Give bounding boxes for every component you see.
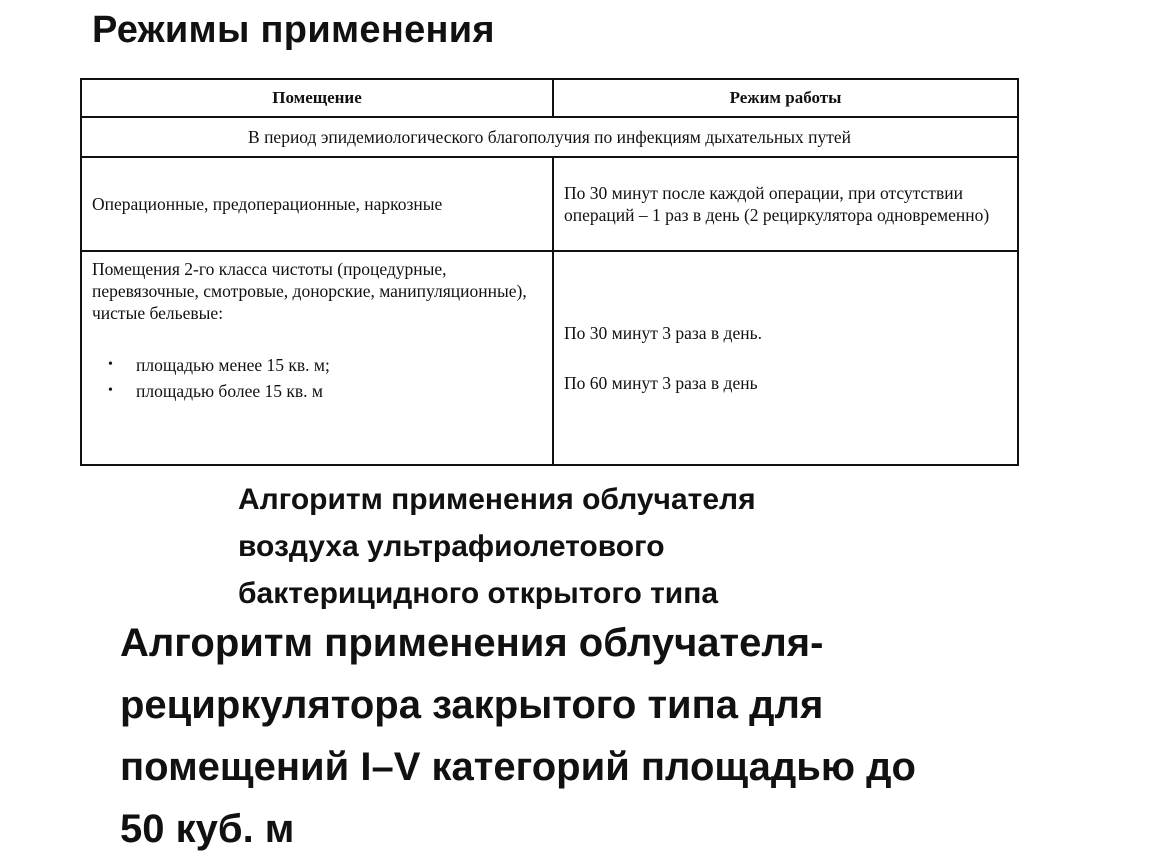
- table-row-period: [81, 117, 1018, 157]
- room-cell: [81, 251, 553, 465]
- column-header-mode: Режим работы: [553, 79, 1018, 117]
- heading-line: бактерицидного открытого типа: [238, 577, 719, 610]
- heading-line: 50 куб. м: [120, 807, 295, 851]
- page-title: Режимы применения: [92, 9, 495, 51]
- algorithm-open-heading: [238, 476, 756, 617]
- mode-cell: По 30 минут после каждой операции, при отсутствии операций – 1 раз в день (2 рециркулятора одновременно): [553, 157, 1018, 251]
- mode-line: По 60 минут 3 раза в день: [564, 373, 758, 393]
- mode-line: По 30 минут 3 раза в день.: [564, 323, 762, 343]
- period-cell: В период эпидемиологического благополучия по инфекциям дыхательных путей: [81, 117, 1018, 157]
- algorithm-closed-heading: [120, 612, 916, 860]
- heading-line: рециркулятора закрытого типа для: [120, 683, 824, 727]
- bullet-icon: •: [108, 357, 113, 372]
- list-item: [108, 352, 542, 378]
- room-description: Помещения 2-го класса чистоты (процедурные, перевязочные, смотровые, донорские, манипуляционные), чистые бельевые:: [92, 259, 527, 323]
- bullet-icon: •: [108, 383, 113, 398]
- mode-cell: [553, 251, 1018, 465]
- heading-line: помещений I–V категорий площадью до: [120, 745, 916, 789]
- heading-line: Алгоритм применения облучателя: [238, 483, 756, 516]
- table-header-row: [81, 79, 1018, 117]
- regimes-table: [80, 78, 1019, 466]
- column-header-room: Помещение: [81, 79, 553, 117]
- heading-line: Алгоритм применения облучателя-: [120, 621, 824, 665]
- heading-line: воздуха ультрафиолетового: [238, 530, 665, 563]
- list-item: [108, 378, 542, 404]
- room-bullet-list: [92, 352, 542, 404]
- table-row: [81, 157, 1018, 251]
- bullet-text: площадью менее 15 кв. м;: [136, 355, 330, 375]
- room-cell: Операционные, предоперационные, наркозные: [81, 157, 553, 251]
- table-row: [81, 251, 1018, 465]
- bullet-text: площадью более 15 кв. м: [136, 381, 323, 401]
